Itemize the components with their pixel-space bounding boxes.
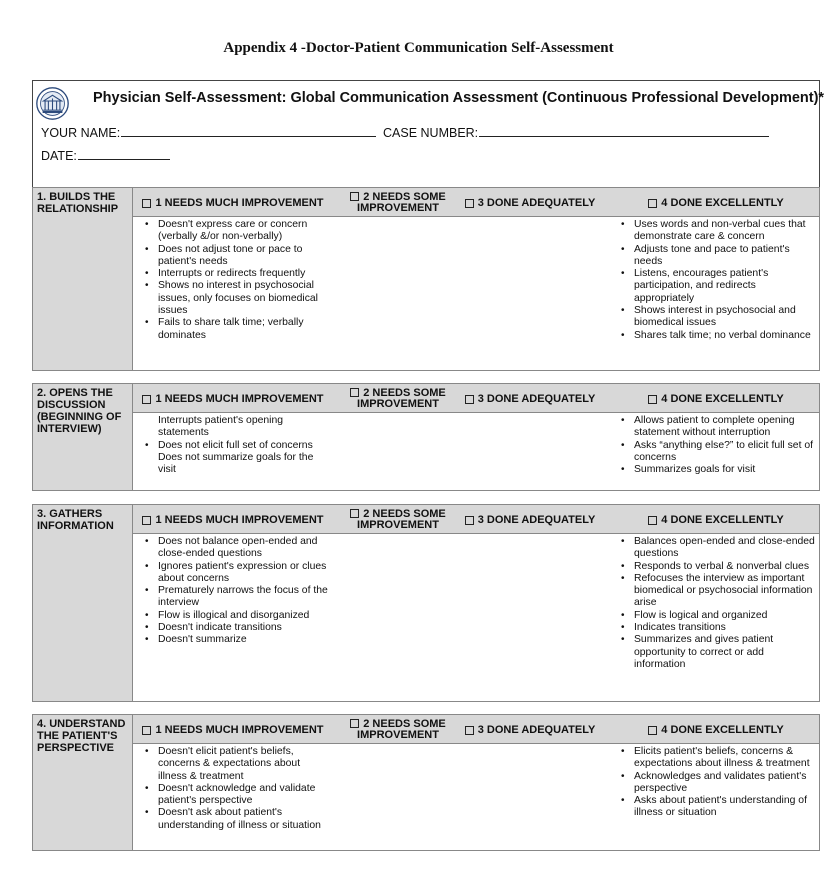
- assessment-header: [32, 80, 825, 198]
- name-field[interactable]: [41, 125, 376, 140]
- rating-1-label: 1 NEEDS MUCH IMPROVEMENT: [155, 723, 324, 736]
- section-label: 4. UNDERSTAND THE PATIENT'S PERSPECTIVE: [32, 714, 133, 851]
- checkbox-icon[interactable]: [648, 726, 657, 735]
- list-item: • Shares talk time; no verbal dominance: [617, 330, 817, 342]
- checkbox-icon[interactable]: [465, 199, 474, 208]
- rating-2-option[interactable]: [343, 505, 453, 535]
- rating-header: [133, 714, 820, 744]
- section-opens-discussion: [32, 383, 820, 491]
- list-item: • Responds to verbal & nonverbal clues: [617, 561, 817, 573]
- rating-3-option[interactable]: [455, 505, 605, 535]
- rating-4-option[interactable]: [613, 505, 819, 535]
- checkbox-icon[interactable]: [350, 719, 359, 728]
- rating-2-label-line1: 2 NEEDS SOME: [363, 387, 446, 399]
- rating-4-label: 4 DONE EXCELLENTLY: [661, 196, 784, 209]
- list-item: • Adjusts tone and pace to patient's needs: [617, 244, 817, 269]
- rating-3-option[interactable]: [455, 715, 605, 745]
- done-excellently-list: [617, 746, 817, 820]
- rating-4-label: 4 DONE EXCELLENTLY: [661, 723, 784, 736]
- rating-2-option[interactable]: [343, 384, 453, 414]
- list-item: • Fails to share talk time; verbally dominates: [141, 317, 331, 342]
- rating-2-option[interactable]: [343, 188, 453, 218]
- rating-4-option[interactable]: [613, 715, 819, 745]
- done-excellently-list: [617, 415, 817, 476]
- list-item: Does not summarize goals for the visit: [158, 451, 314, 476]
- list-item: • Flow is illogical and disorganized: [141, 610, 331, 622]
- list-item: • Doesn't summarize: [141, 634, 331, 646]
- rating-4-label: 4 DONE EXCELLENTLY: [661, 392, 784, 405]
- rating-4-option[interactable]: [613, 188, 819, 218]
- list-item: • Listens, encourages patient's participation, and redirects appropriately: [617, 268, 817, 305]
- list-item: • Does not adjust tone or pace to patient's needs: [141, 244, 331, 269]
- section-body: [133, 534, 820, 702]
- list-item: • Elicits patient's beliefs, concerns & expectations about illness & treatment: [617, 746, 817, 771]
- list-item: • Balances open-ended and close-ended questions: [617, 536, 817, 561]
- checkbox-icon[interactable]: [648, 395, 657, 404]
- list-item: • Does not elicit full set of concerns: [141, 440, 331, 452]
- date-field[interactable]: [41, 148, 170, 163]
- section-label: 2. OPENS THE DISCUSSION (BEGINNING OF INTERVIEW): [32, 383, 133, 491]
- list-item: • Acknowledges and validates patient's perspective: [617, 771, 817, 796]
- rating-2-option[interactable]: [343, 715, 453, 745]
- rating-2-label-line2: IMPROVEMENT: [357, 519, 439, 531]
- list-item: • Allows patient to complete opening statement without interruption: [617, 415, 817, 440]
- rating-3-label: 3 DONE ADEQUATELY: [477, 196, 596, 209]
- needs-improvement-list: [141, 219, 331, 342]
- rating-1-option[interactable]: [133, 384, 333, 414]
- case-number-input-line[interactable]: [479, 125, 769, 137]
- rating-1-label: 1 NEEDS MUCH IMPROVEMENT: [155, 392, 324, 405]
- checkbox-icon[interactable]: [465, 516, 474, 525]
- checkbox-icon[interactable]: [350, 509, 359, 518]
- list-item: • Flow is logical and organized: [617, 610, 817, 622]
- list-item: • Asks “anything else?” to elicit full set of concerns: [617, 440, 817, 465]
- list-item: • Shows interest in psychosocial and biomedical issues: [617, 305, 817, 330]
- section-label: 3. GATHERS INFORMATION: [32, 504, 133, 702]
- section-body: [133, 413, 820, 491]
- list-item: • Indicates transitions: [617, 622, 817, 634]
- list-item: • Summarizes goals for visit: [617, 464, 817, 476]
- rating-1-label: 1 NEEDS MUCH IMPROVEMENT: [155, 196, 324, 209]
- date-label: DATE:: [41, 149, 77, 163]
- checkbox-icon[interactable]: [142, 516, 151, 525]
- rating-header: [133, 187, 820, 217]
- section-gathers-information: [32, 504, 820, 702]
- rating-2-label-line1: 2 NEEDS SOME: [363, 191, 446, 203]
- checkbox-icon[interactable]: [465, 395, 474, 404]
- section-builds-relationship: [32, 187, 820, 371]
- list-item: • Refocuses the interview as important biomedical or psychosocial information arise: [617, 573, 817, 610]
- rating-2-label-line2: IMPROVEMENT: [357, 398, 439, 410]
- section-label: 1. BUILDS THE RELATIONSHIP: [32, 187, 133, 371]
- date-input-line[interactable]: [78, 148, 170, 160]
- rating-2-label-line2: IMPROVEMENT: [357, 202, 439, 214]
- list-item: • Doesn't ask about patient's understanding of illness or situation: [141, 807, 331, 832]
- name-input-line[interactable]: [121, 125, 376, 137]
- rating-4-label: 4 DONE EXCELLENTLY: [661, 513, 784, 526]
- needs-improvement-list: [141, 746, 331, 832]
- rating-3-option[interactable]: [455, 384, 605, 414]
- form-title: Physician Self-Assessment: Global Communication Assessment (Continuous Professional Development)*: [93, 90, 825, 106]
- list-item: • Summarizes and gives patient opportunity to correct or add information: [617, 634, 817, 671]
- rating-3-label: 3 DONE ADEQUATELY: [477, 723, 596, 736]
- section-understand-perspective: [32, 714, 820, 851]
- rating-2-label-line1: 2 NEEDS SOME: [363, 508, 446, 520]
- section-body: [133, 217, 820, 371]
- rating-2-label-line2: IMPROVEMENT: [357, 729, 439, 741]
- list-item: • Ignores patient's expression or clues about concerns: [141, 561, 331, 586]
- list-item: • Doesn't express care or concern (verbally &/or non-verbally): [141, 219, 331, 244]
- list-item: • Asks about patient's understanding of illness or situation: [617, 795, 817, 820]
- rating-3-label: 3 DONE ADEQUATELY: [477, 392, 596, 405]
- institution-seal-icon: [36, 87, 69, 120]
- rating-header: [133, 504, 820, 534]
- checkbox-icon[interactable]: [350, 192, 359, 201]
- name-label: YOUR NAME:: [41, 126, 121, 140]
- checkbox-icon[interactable]: [142, 726, 151, 735]
- checkbox-icon[interactable]: [648, 516, 657, 525]
- case-number-field[interactable]: [383, 125, 769, 140]
- rating-2-label-line1: 2 NEEDS SOME: [363, 718, 446, 730]
- rating-header: [133, 383, 820, 413]
- list-item: • Doesn't indicate transitions: [141, 622, 331, 634]
- rating-1-option[interactable]: [133, 505, 333, 535]
- rating-1-option[interactable]: [133, 188, 333, 218]
- checkbox-icon[interactable]: [142, 199, 151, 208]
- list-item: • Doesn't elicit patient's beliefs, concerns & expectations about illness & treatment: [141, 746, 331, 783]
- rating-3-label: 3 DONE ADEQUATELY: [477, 513, 596, 526]
- needs-improvement-list: [141, 415, 331, 476]
- list-item: Interrupts patient's opening statements: [158, 415, 284, 439]
- done-excellently-list: [617, 219, 817, 342]
- list-item: • Shows no interest in psychosocial issues, only focuses on biomedical issues: [141, 280, 331, 317]
- list-item: • Uses words and non-verbal cues that demonstrate care & concern: [617, 219, 817, 244]
- needs-improvement-list: [141, 536, 331, 647]
- checkbox-icon[interactable]: [465, 726, 474, 735]
- checkbox-icon[interactable]: [350, 388, 359, 397]
- rating-3-option[interactable]: [455, 188, 605, 218]
- list-item: • Interrupts or redirects frequently: [141, 268, 331, 280]
- rating-4-option[interactable]: [613, 384, 819, 414]
- list-item: • Prematurely narrows the focus of the interview: [141, 585, 331, 610]
- list-item: • Does not balance open-ended and close-ended questions: [141, 536, 331, 561]
- case-number-label: CASE NUMBER:: [383, 126, 479, 140]
- page-title: Appendix 4 -Doctor-Patient Communication Self-Assessment: [223, 40, 614, 56]
- done-excellently-list: [617, 536, 817, 671]
- checkbox-icon[interactable]: [648, 199, 657, 208]
- rating-1-option[interactable]: [133, 715, 333, 745]
- rating-1-label: 1 NEEDS MUCH IMPROVEMENT: [155, 513, 324, 526]
- checkbox-icon[interactable]: [142, 395, 151, 404]
- list-item: • Doesn't acknowledge and validate patient's perspective: [141, 783, 331, 808]
- section-body: [133, 744, 820, 851]
